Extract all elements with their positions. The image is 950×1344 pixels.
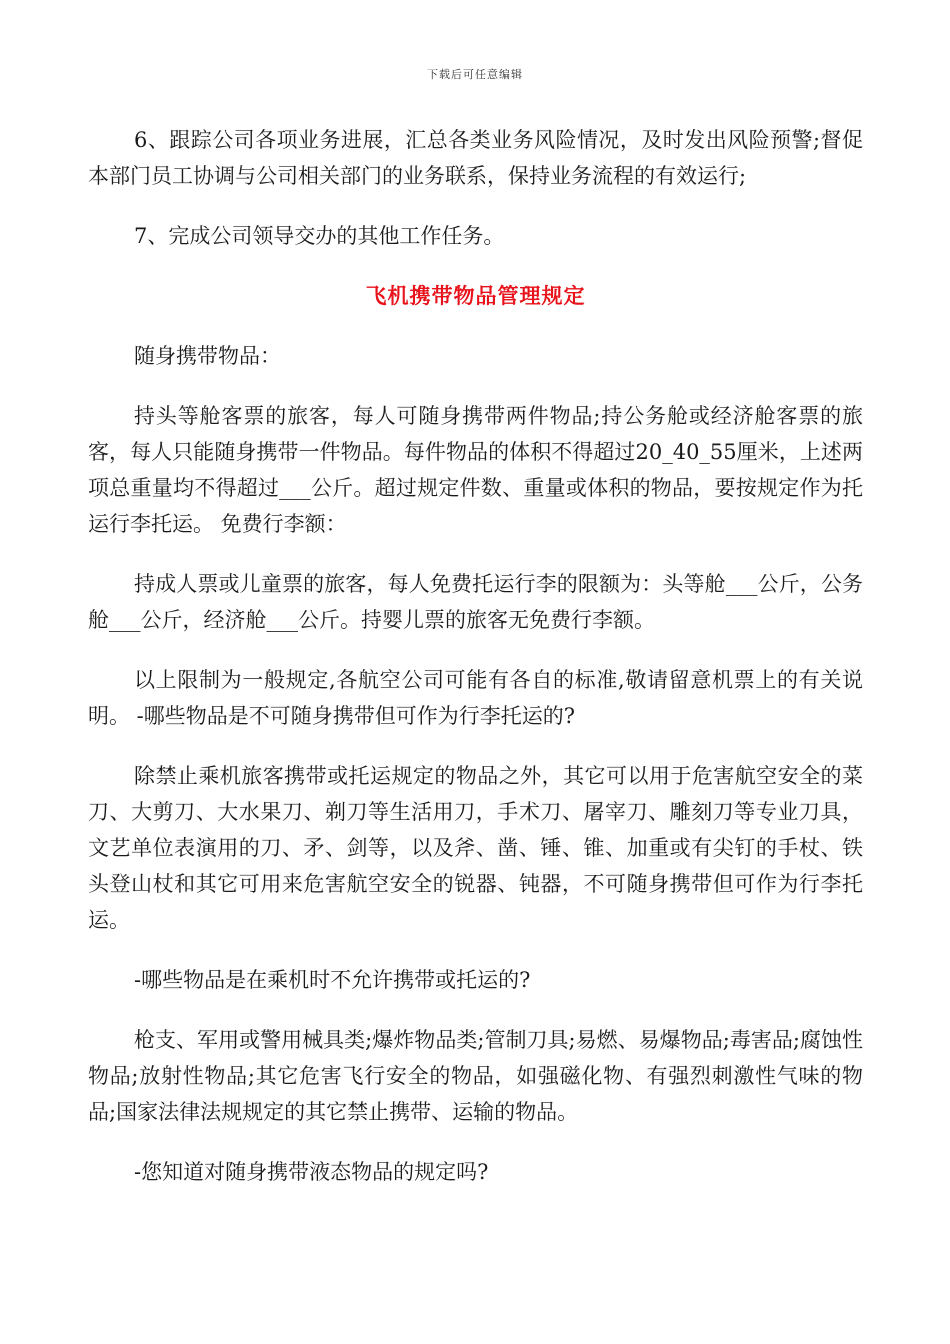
paragraph-checked-items: 除禁止乘机旅客携带或托运规定的物品之外，其它可以用于危害航空安全的菜刀、大剪刀、大水果刀、剃刀等生活用刀，手术刀、屠宰刀、雕刻刀等专业刀具，文艺单位表演用的刀、矛、剑等，以及斧、凿、锤、锥、加重或有尖钉的手杖、铁头登山杖和其它可用来危害航空安全的锐器、钝器，不可随身携带但可作为行李托运。 [88, 764, 863, 932]
paragraph-item-7: 7、完成公司领导交办的其他工作任务。 [134, 224, 505, 248]
paragraph-item-6: 6、跟踪公司各项业务进展，汇总各类业务风险情况，及时发出风险预警;督促本部门员工协调与公司相关部门的业务联系，保持业务流程的有效运行; [88, 128, 863, 188]
paragraph-general-rule: 以上限制为一般规定,各航空公司可能有各自的标准,敬请留意机票上的有关说明。 -哪些物品是不可随身携带但可作为行李托运的? [88, 668, 863, 728]
section-title: 飞机携带物品管理规定 [365, 283, 586, 308]
paragraph-free-baggage: 持成人票或儿童票的旅客，每人免费托运行李的限额为：头等舱___公斤，公务舱___公斤，经济舱___公斤。持婴儿票的旅客无免费行李额。 [88, 572, 863, 632]
header-note: 下载后可任意编辑 [427, 68, 523, 81]
paragraph-carry-on-heading: 随身携带物品： [134, 344, 281, 368]
paragraph-carry-on-rules: 持头等舱客票的旅客，每人可随身携带两件物品;持公务舱或经济舱客票的旅客，每人只能随身携带一件物品。每件物品的体积不得超过20_40_55厘米，上述两项总重量均不得超过___公斤。超过规定件数、重量或体积的物品，要按规定作为托运行李托运。 免费行李额： [88, 404, 863, 536]
paragraph-prohibited-question: -哪些物品是在乘机时不允许携带或托运的? [134, 968, 531, 992]
document-body [88, 122, 863, 1214]
paragraph-liquid-question: -您知道对随身携带液态物品的规定吗? [134, 1160, 489, 1184]
paragraph-prohibited-items: 枪支、军用或警用械具类;爆炸物品类;管制刀具;易燃、易爆物品;毒害品;腐蚀性物品;放射性物品;其它危害飞行安全的物品，如强磁化物、有强烈刺激性气味的物品;国家法律法规规定的其它禁止携带、运输的物品。 [88, 1028, 863, 1124]
